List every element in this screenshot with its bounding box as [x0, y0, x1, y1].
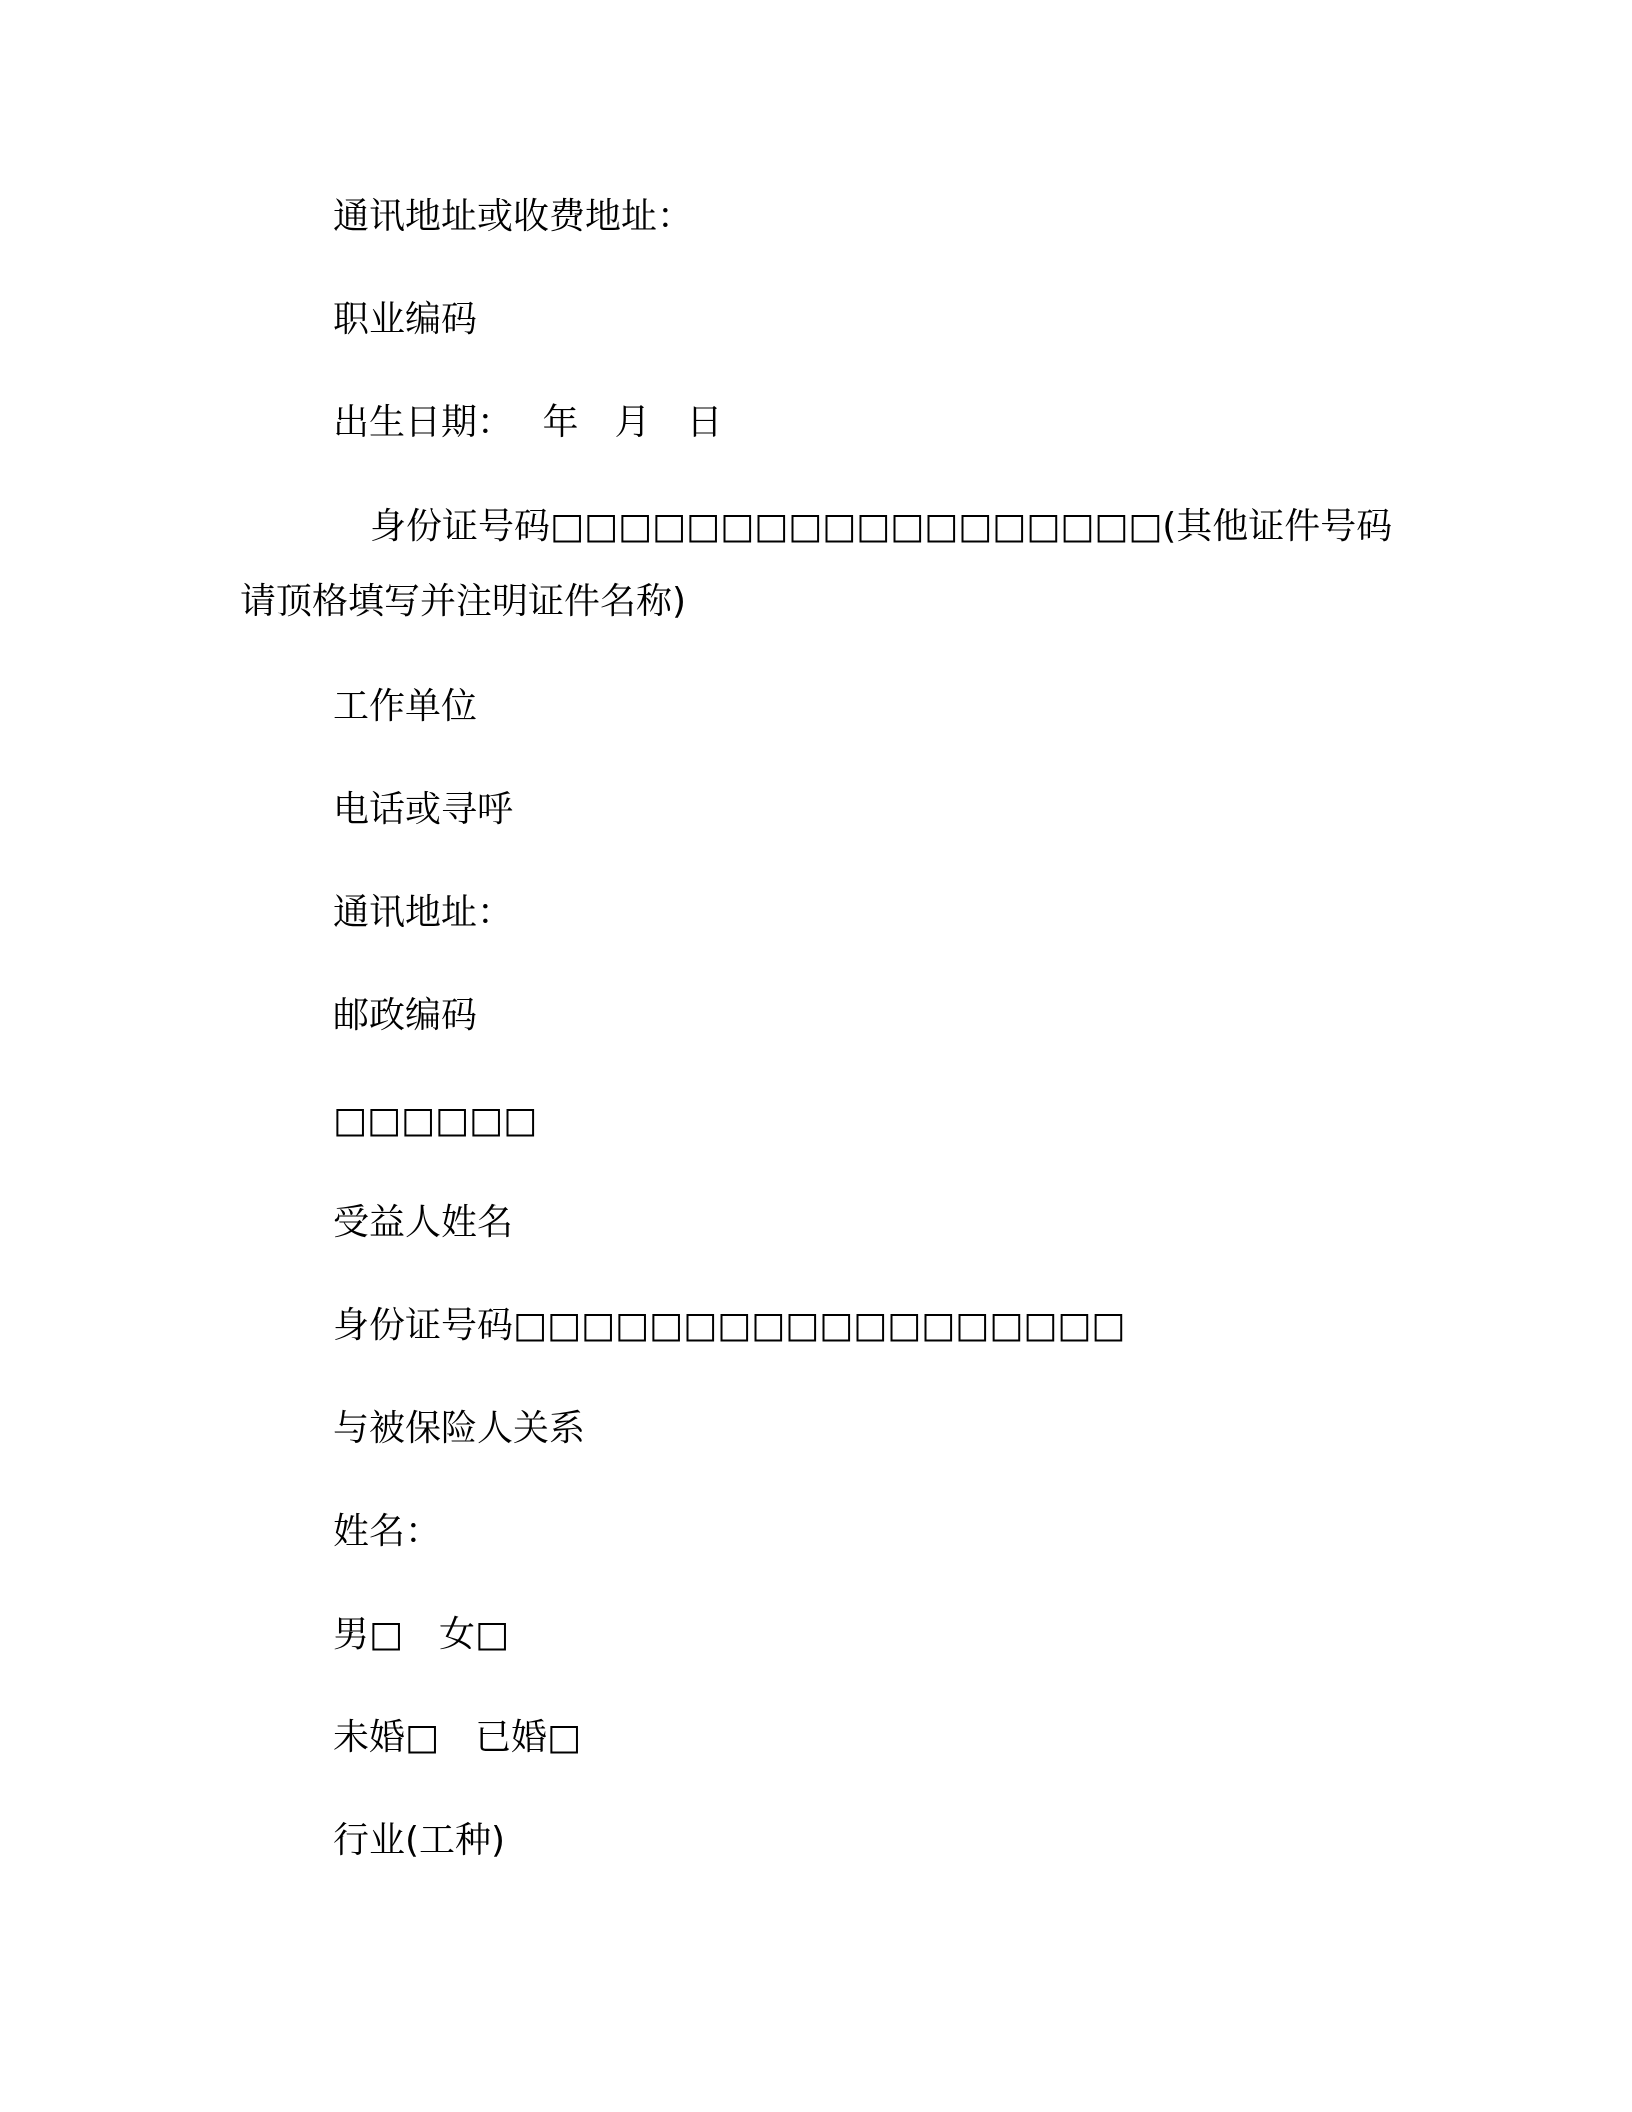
occupation-code-label: 职业编码	[333, 299, 478, 340]
phone-or-pager-label: 电话或寻呼	[333, 789, 514, 830]
industry-occupation-label: 行业(工种)	[333, 1820, 506, 1861]
employer-label: 工作单位	[333, 686, 478, 727]
id-number-note: 请顶格填写并注明证件名称)	[240, 581, 687, 622]
postal-code-boxes: □□□□□□	[333, 1100, 538, 1141]
birth-date-label: 出生日期： 年 月 日	[333, 402, 723, 443]
mailing-or-billing-address-label: 通讯地址或收费地址：	[333, 196, 694, 237]
mailing-address-label: 通讯地址：	[333, 892, 514, 933]
marital-status-checkboxes: 未婚□ 已婚□	[333, 1717, 582, 1758]
beneficiary-name-label: 受益人姓名	[333, 1202, 514, 1243]
gender-checkboxes: 男□ 女□	[333, 1614, 510, 1655]
id-number-field: 身份证号码□□□□□□□□□□□□□□□□□□(其他证件号码	[370, 506, 1393, 547]
name-label: 姓名：	[333, 1511, 442, 1552]
relationship-to-insured-label: 与被保险人关系	[333, 1408, 586, 1449]
beneficiary-id-number-field: 身份证号码□□□□□□□□□□□□□□□□□□	[333, 1305, 1126, 1346]
postal-code-label: 邮政编码	[333, 995, 478, 1036]
